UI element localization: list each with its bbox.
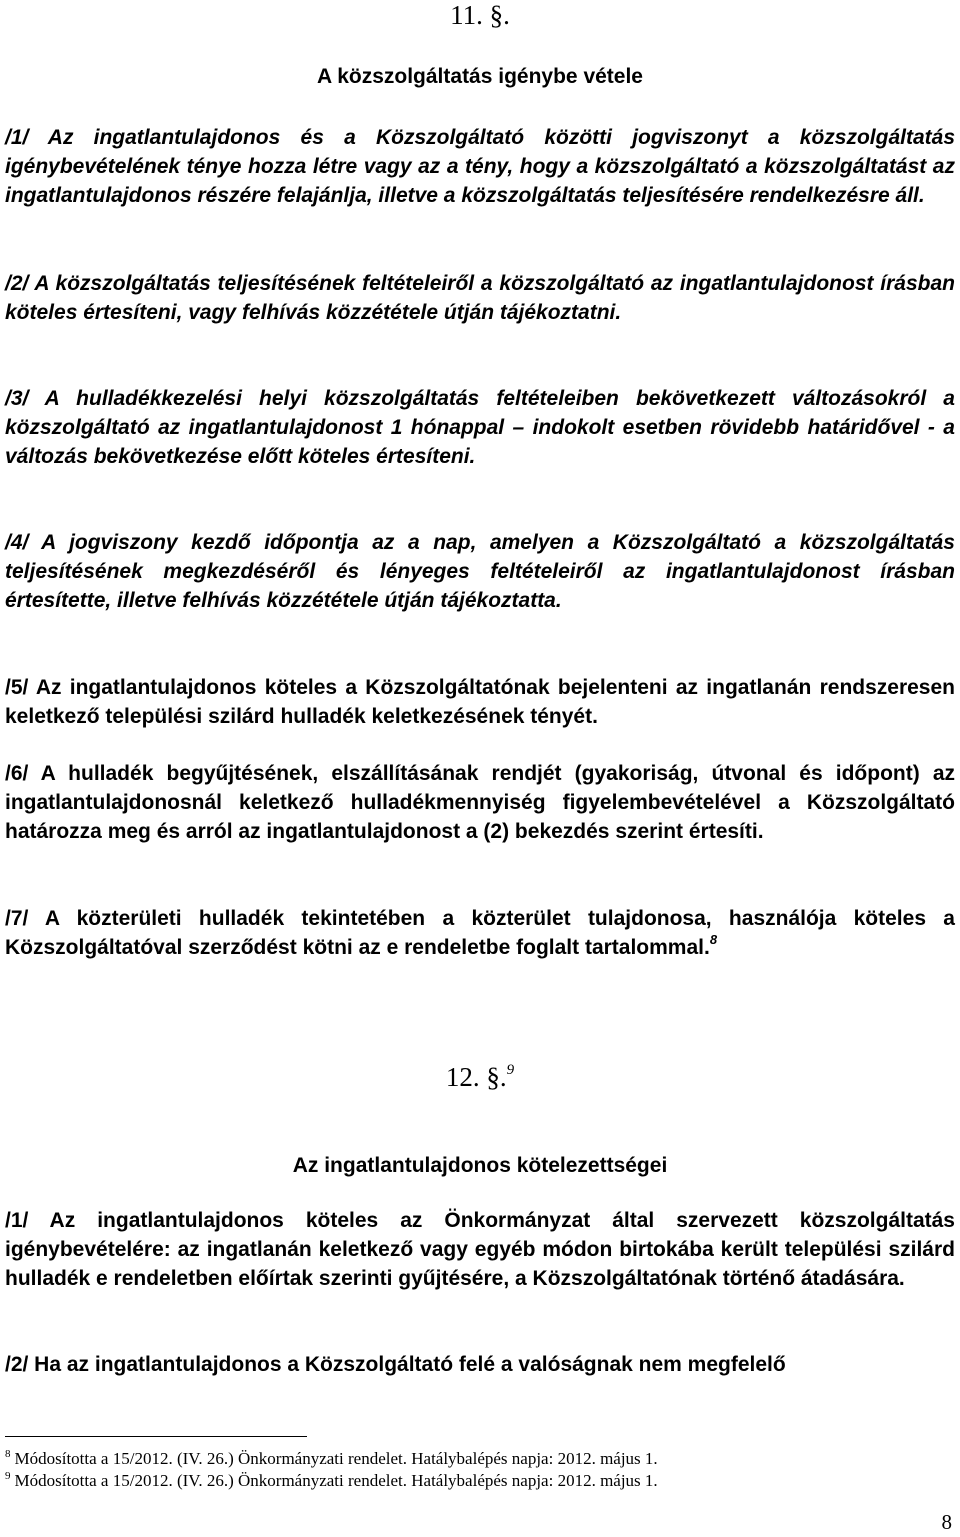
paragraph-11-7-text: /7/ A közterületi hulladék tekintetében a közterület tulajdonosa, használója köteles a Közszolgáltatóval szerződést kötni az e rendeletbe foglalt tartalommal. xyxy=(5,907,955,959)
paragraph-11-5: /5/ Az ingatlantulajdonos köteles a Közszolgáltatónak bejelenteni az ingatlanán rendszeresen keletkező települési szilárd hulladék keletkezésének tényét. xyxy=(5,676,955,728)
page-number: 8 xyxy=(941,1510,952,1534)
footnote-separator xyxy=(5,1436,307,1437)
paragraph-11-4: /4/ A jogviszony kezdő időpontja az a nap, amelyen a Közszolgáltató a közszolgáltatás teljesítésének megkezdéséről és lényeges feltételeiről az ingatlantulajdonost írásban értesítette, illetve felhívás közzététele útján tájékoztatta. xyxy=(5,531,955,612)
footnote-8 xyxy=(5,1449,658,1469)
footnote-8-number: 8 xyxy=(5,1448,11,1460)
section-title-12: Az ingatlantulajdonos kötelezettségei xyxy=(292,1154,668,1177)
footnote-9-text: Módosította a 15/2012. (IV. 26.) Önkormányzati rendelet. Hatálybalépés napja: 2012. május 1. xyxy=(14,1471,658,1490)
section-number-12 xyxy=(380,1062,580,1092)
paragraph-11-6: /6/ A hulladék begyűjtésének, elszállításának rendjét (gyakoriság, útvonal és időpont) az ingatlantulajdonosnál keletkező hulladékmennyiség figyelembevételével a Közszolgáltató határozza meg és arról az ingatlantulajdonost a (2) bekezdés szerint értesíti. xyxy=(5,762,955,843)
paragraph-11-1: /1/ Az ingatlantulajdonos és a Közszolgáltató közötti jogviszonyt a közszolgáltatás igénybevételének ténye hozza létre vagy az a tény, hogy a közszolgáltató a közszolgáltatást az ingatlantulajdonos részére felajánlja, illetve a közszolgáltatás teljesítésére rendelkezésre áll. xyxy=(5,126,955,207)
paragraph-11-3: /3/ A hulladékkezelési helyi közszolgáltatás feltételeiben bekövetkezett változásokról a közszolgáltató az ingatlantulajdonost 1 hónappal – indokolt esetben rövidebb határidővel - a változás bekövetkezése előtt köteles értesíteni. xyxy=(5,387,955,468)
paragraph-11-2: /2/ A közszolgáltatás teljesítésének feltételeiről a közszolgáltató az ingatlantulajdonost írásban köteles értesíteni, vagy felhívás közzététele útján tájékoztatni. xyxy=(5,272,955,324)
section-number: 11. §. xyxy=(450,0,510,30)
section-title: A közszolgáltatás igénybe vétele xyxy=(316,65,643,88)
footnote-ref-9: 9 xyxy=(506,1062,515,1078)
footnote-8-text: Módosította a 15/2012. (IV. 26.) Önkormányzati rendelet. Hatálybalépés napja: 2012. május 1. xyxy=(14,1449,658,1468)
footnote-ref-8: 8 xyxy=(709,932,718,947)
paragraph-12-2: /2/ Ha az ingatlantulajdonos a Közszolgáltató felé a valóságnak nem megfelelő xyxy=(5,1353,786,1376)
footnote-9 xyxy=(5,1471,658,1491)
footnote-9-number: 9 xyxy=(5,1470,11,1482)
paragraph-12-1: /1/ Az ingatlantulajdonos köteles az Önkormányzat által szervezett közszolgáltatás igénybevételére: az ingatlanán keletkező vagy egyéb módon birtokába került települési szilárd hulladék e rendeletben előírtak szerinti gyűjtésére, a Közszolgáltatónak történő átadására. xyxy=(5,1209,955,1290)
paragraph-11-7 xyxy=(5,904,955,962)
section-number-12-text: 12. §. xyxy=(445,1062,507,1092)
